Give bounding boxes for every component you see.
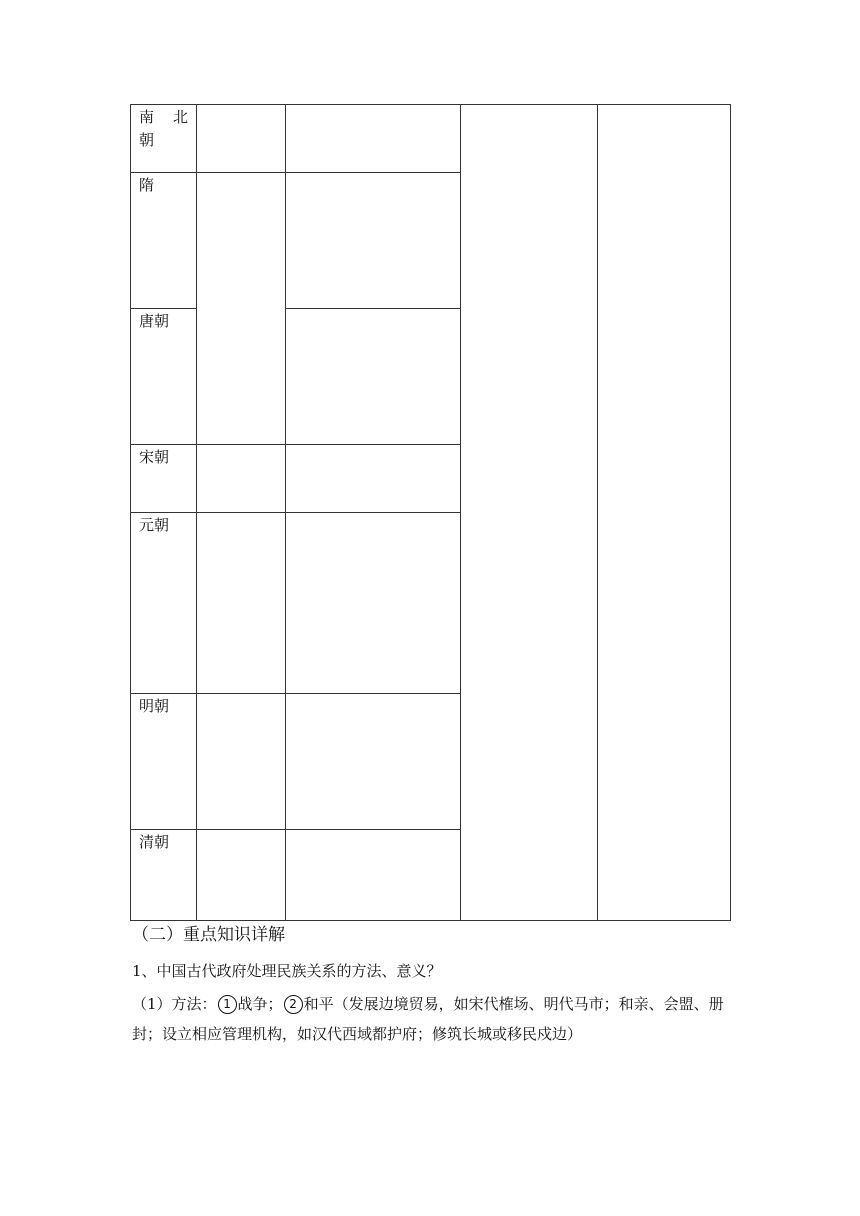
table-cell-blank — [286, 830, 461, 921]
section-heading: （二）重点知识详解 — [132, 925, 285, 945]
dynasty-cell-song — [131, 445, 197, 513]
table-cell-merged-col5 — [598, 105, 731, 921]
dynasty-cell-tang — [131, 309, 197, 445]
dynasty-label-bei: 北 — [172, 108, 188, 126]
method-paragraph — [132, 989, 732, 1049]
dynasty-label-qing: 清朝 — [139, 833, 170, 851]
table-cell-merged-col2 — [197, 173, 286, 445]
table-cell-blank — [197, 513, 286, 694]
circled-number-2: 2 — [284, 995, 303, 1014]
table-cell-blank — [286, 173, 461, 309]
dynasty-label-song: 宋朝 — [139, 448, 170, 466]
dynasty-cell-qing — [131, 830, 197, 921]
dynasty-label-tang: 唐朝 — [139, 312, 170, 330]
table-cell-merged-col4 — [461, 105, 598, 921]
dynasty-label-yuan: 元朝 — [139, 516, 170, 534]
circled-number-1: 1 — [218, 995, 237, 1014]
table-cell-blank — [197, 694, 286, 830]
method-item-peace: 和平（发展边境贸易，如宋代榷场、明代马市；和亲、会盟、册封；设立相应管理机构，如汉代西域都护府；修筑长城或移民戍边） — [132, 995, 724, 1043]
dynasty-cell-yuan — [131, 513, 197, 694]
table-cell-blank — [286, 445, 461, 513]
dynasty-label-nan: 南 — [139, 108, 155, 126]
table-cell-blank — [197, 830, 286, 921]
table-cell-blank — [197, 445, 286, 513]
table-cell-blank — [286, 513, 461, 694]
table-cell-blank — [286, 105, 461, 173]
dynasty-label-sui: 隋 — [139, 176, 155, 194]
dynasty-cell-ming — [131, 694, 197, 830]
method-label: （1）方法： — [132, 995, 217, 1013]
dynasty-cell-sui — [131, 173, 197, 309]
dynasty-label-chao: 朝 — [139, 131, 155, 149]
method-item-war: 战争； — [237, 995, 283, 1013]
dynasty-table — [130, 104, 731, 921]
table-row-nanbeichao — [131, 105, 731, 173]
question-title: 1、中国古代政府处理民族关系的方法、意义？ — [132, 962, 442, 980]
dynasty-label-ming: 明朝 — [139, 697, 170, 715]
table-cell-blank — [286, 309, 461, 445]
dynasty-cell-nanbeichao — [131, 105, 197, 173]
table-cell-blank — [286, 694, 461, 830]
table-cell-blank — [197, 105, 286, 173]
